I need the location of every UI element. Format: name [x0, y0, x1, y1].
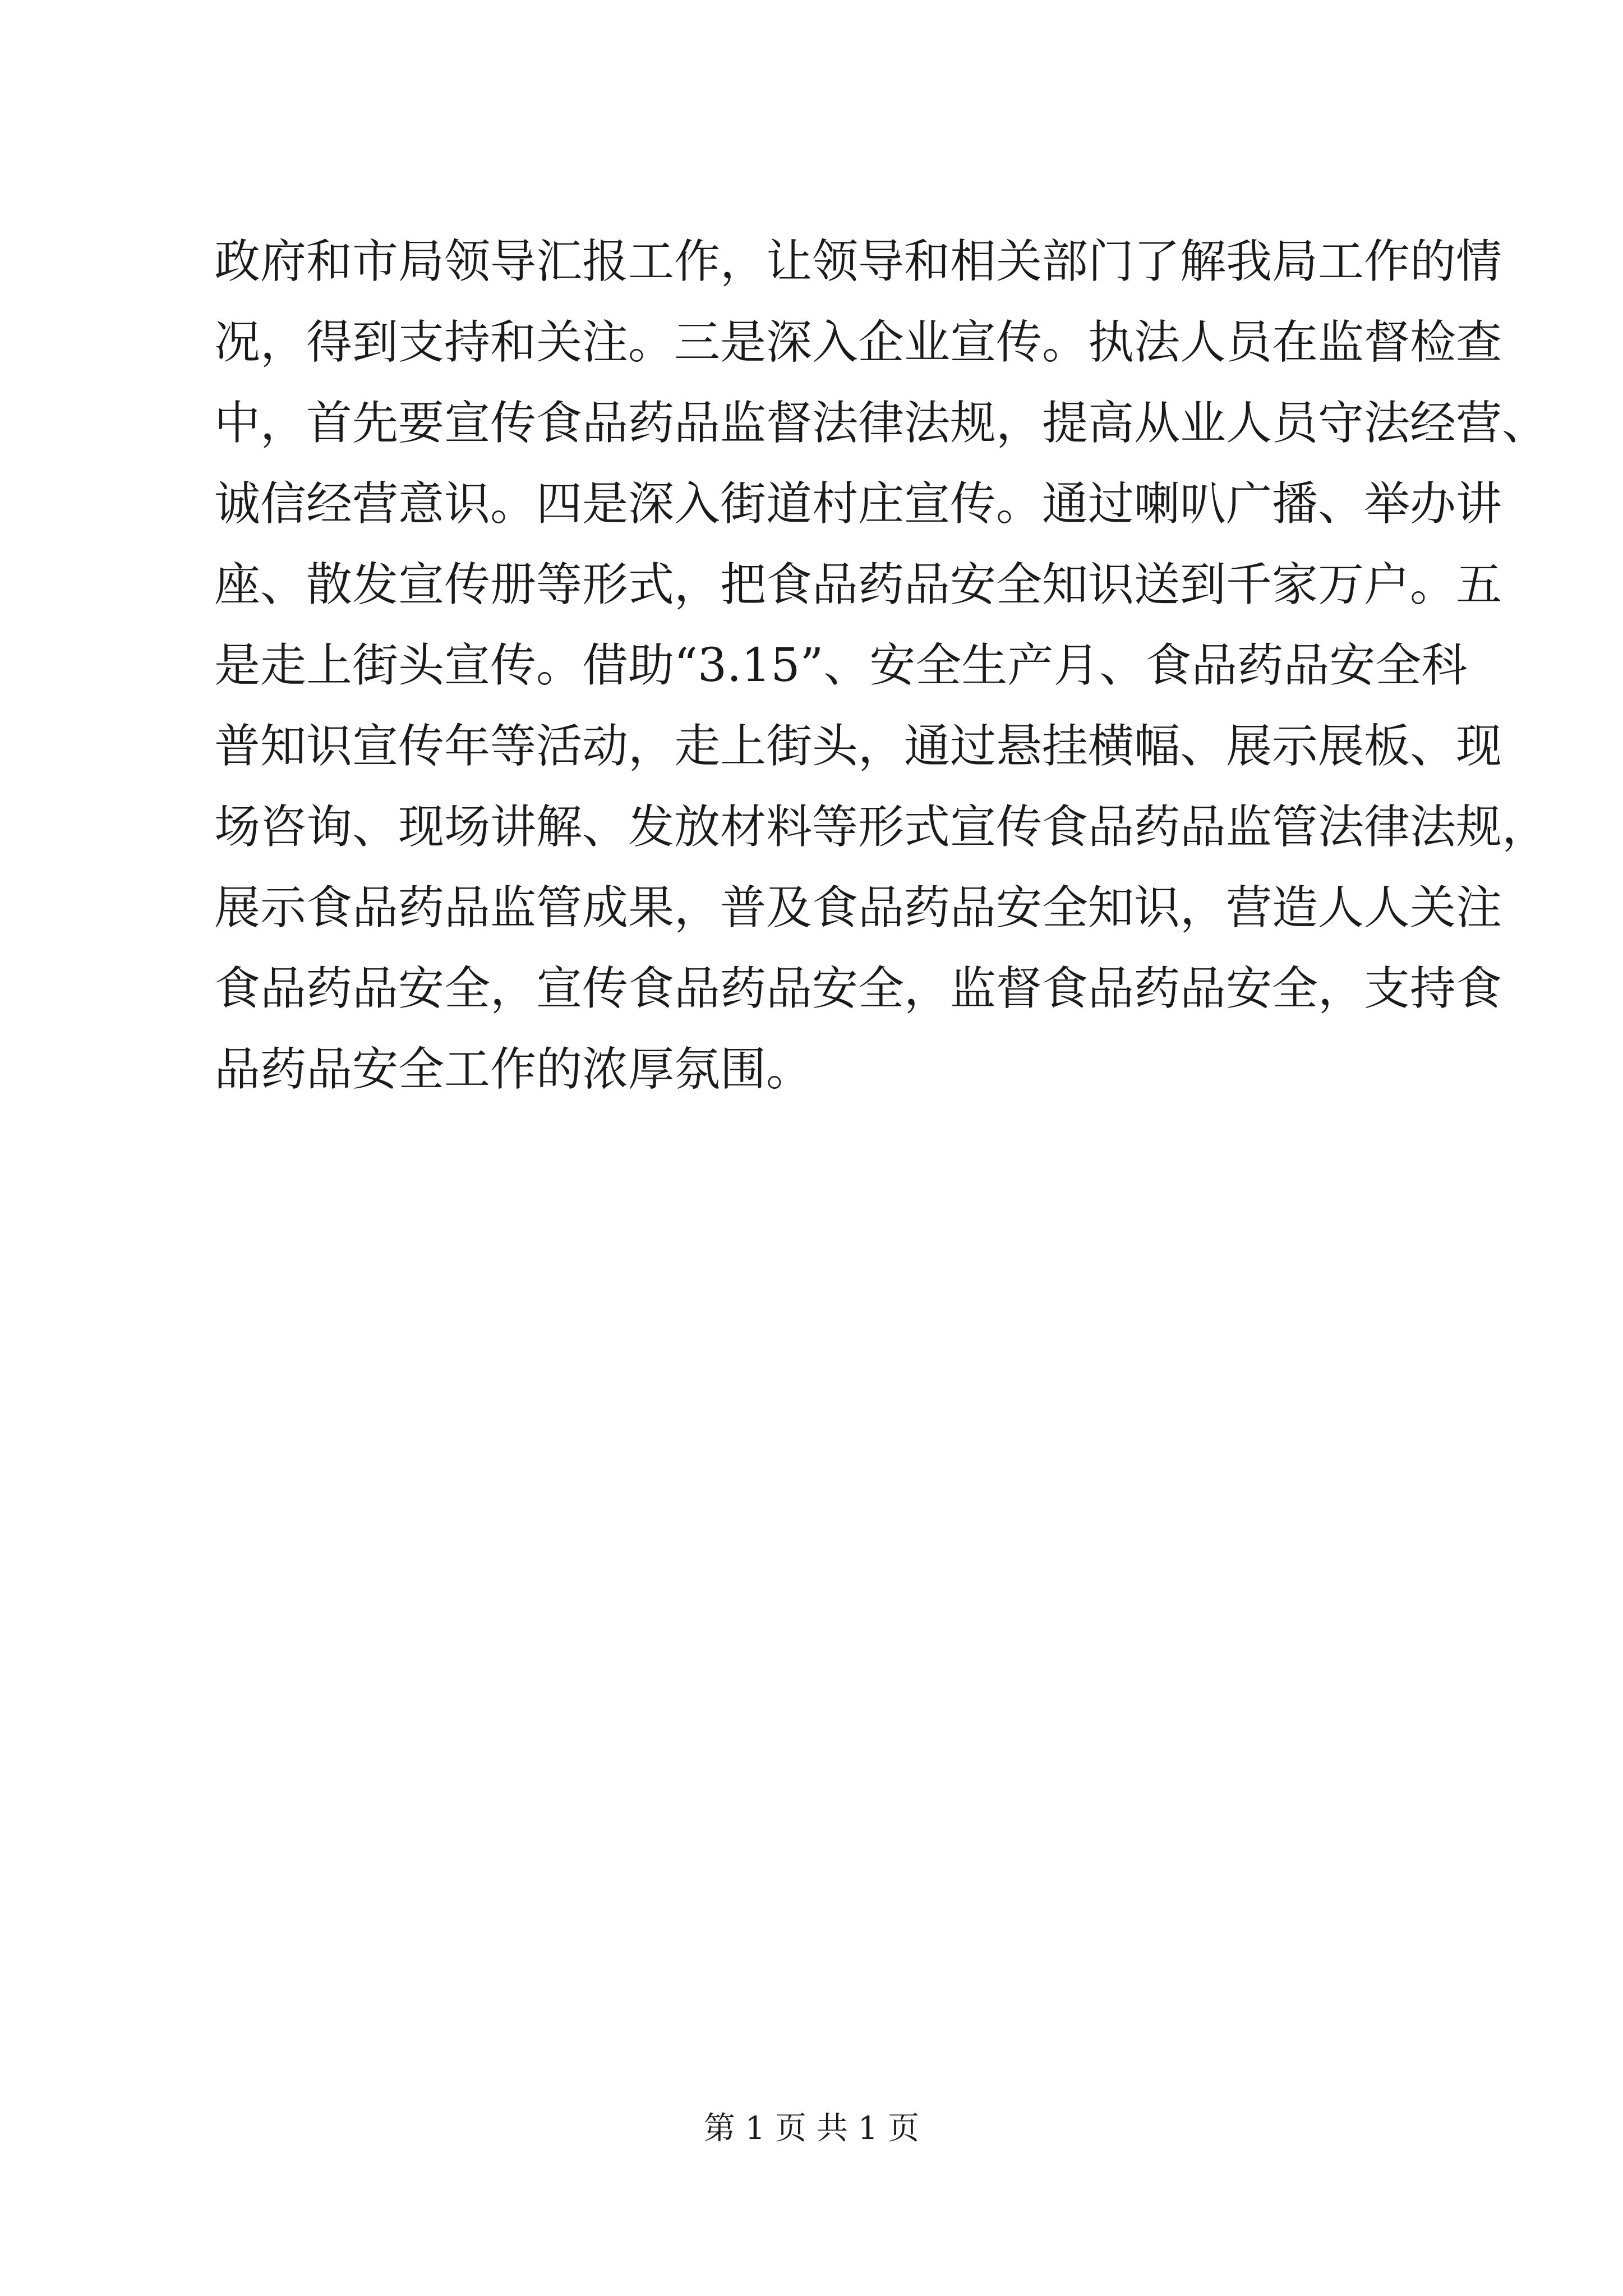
- text-line-7: 普知识宣传年等活动，走上街头，通过悬挂横幅、展示展板、现: [214, 720, 1502, 773]
- page-footer: 第 1 页 共 1 页: [703, 2110, 920, 2147]
- body-paragraph: [214, 222, 1548, 1110]
- text-line-11: 品药品安全工作的浓厚氛围。: [214, 1043, 813, 1096]
- text-line-10: 食品药品安全，宣传食品药品安全，监督食品药品安全，支持食: [214, 962, 1502, 1015]
- text-line-3: 中，首先要宣传食品药品监督法律法规，提高从业人员守法经营、: [214, 397, 1548, 450]
- text-line-2: 况，得到支持和关注。三是深入企业宣传。执法人员在监督检查: [214, 316, 1502, 369]
- text-line-1: 政府和市局领导汇报工作，让领导和相关部门了解我局工作的情: [214, 235, 1502, 288]
- text-line-8: 场咨询、现场讲解、发放材料等形式宣传食品药品监管法律法规，: [214, 800, 1548, 854]
- text-line-6: 是走上街头宣传。借助“3.15”、安全生产月、食品药品安全科: [214, 639, 1468, 692]
- text-line-5: 座、散发宣传册等形式，把食品药品安全知识送到千家万户。五: [214, 558, 1502, 611]
- text-line-9: 展示食品药品监管成果，普及食品药品安全知识，营造人人关注: [214, 881, 1502, 935]
- text-line-4: 诚信经营意识。四是深入街道村庄宣传。通过喇叭广播、举办讲: [214, 477, 1502, 531]
